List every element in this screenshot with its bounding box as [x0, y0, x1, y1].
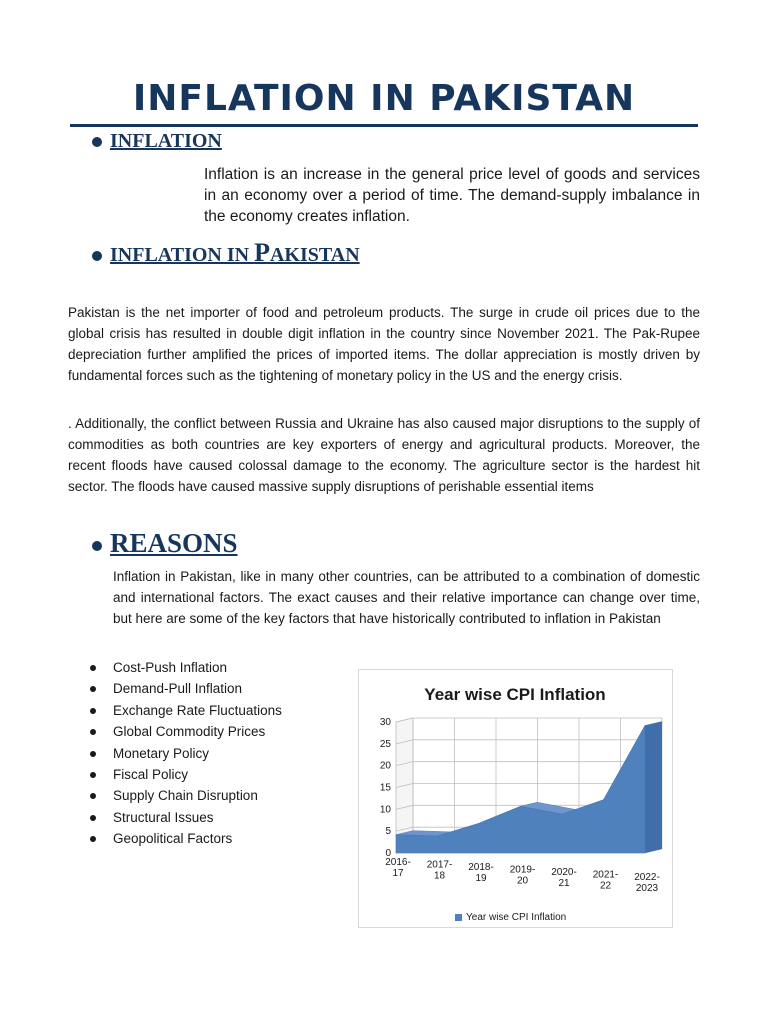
heading-prefix: INFLATION IN [110, 244, 255, 266]
heading-inflation [92, 130, 222, 153]
bullet-icon [92, 541, 102, 551]
cpi-chart-svg [359, 670, 672, 927]
bullet-icon [92, 251, 102, 261]
x-tick-label-line: 2022- [634, 872, 660, 883]
heading-initial: P [254, 238, 270, 267]
factors-list [88, 657, 282, 850]
y-tick-label: 20 [379, 760, 391, 772]
x-tick-label-line: 21 [558, 878, 570, 889]
y-tick-label: 10 [379, 804, 391, 816]
x-tick-label-line: 19 [475, 873, 487, 884]
x-tick-label-line: 17 [392, 868, 404, 879]
list-item: Geopolitical Factors [88, 828, 282, 849]
inflation-definition: Inflation is an increase in the general price level of goods and services in an economy over a period of time. The demand-supply imbalance in the economy creates inflation. [204, 166, 700, 225]
gridline [396, 740, 662, 744]
heading-rest: AKISTAN [269, 244, 360, 266]
y-tick-label: 5 [385, 826, 391, 838]
x-tick-label [510, 865, 536, 887]
x-tick-label-line: 2021- [592, 869, 619, 881]
x-tick-label-line: 2023 [635, 883, 659, 894]
y-tick-label: 30 [379, 717, 391, 728]
gridline [396, 762, 662, 766]
x-tick-label-line: 2016- [385, 857, 411, 868]
x-tick-label [385, 857, 411, 879]
x-tick-label-line: 2020- [551, 867, 577, 878]
heading-inflation-label: INFLATION [110, 130, 222, 152]
heading-inflation-in-pakistan [92, 238, 360, 268]
list-item: Structural Issues [88, 807, 282, 828]
heading-reasons [92, 528, 238, 559]
x-tick-label-line: 18 [433, 870, 446, 882]
x-tick-label-line: 2017- [426, 859, 453, 871]
page-title: INFLATION IN PAKISTAN [132, 78, 636, 119]
x-tick-label [468, 862, 494, 884]
heading-reasons-label: REASONS [110, 528, 238, 558]
list-item: Global Commodity Prices [88, 721, 282, 742]
y-tick-label: 15 [379, 782, 391, 794]
gridline [396, 718, 662, 722]
bullet-icon [92, 137, 102, 147]
pakistan-paragraph-1: Pakistan is the net importer of food and petroleum products. The surge in crude oil prices due to the global crisis has resulted in double digit inflation in the country since November 2021. The Pak-Rupee depreciation further amplified the prices of imported items. The dollar appreciation is mostly driven by fundamental forces such as the tightening of monetary policy in the US and the energy crisis. [68, 305, 700, 383]
legend-swatch [455, 914, 462, 921]
x-tick-label-line: 20 [516, 875, 529, 887]
x-tick-label-line: 22 [599, 880, 612, 892]
chart-title: Year wise CPI Inflation [424, 685, 606, 704]
list-item: Supply Chain Disruption [88, 785, 282, 806]
list-item: Exchange Rate Fluctuations [88, 700, 282, 721]
list-item: Monetary Policy [88, 743, 282, 764]
cpi-chart [358, 669, 673, 928]
x-tick-label [634, 872, 660, 894]
reasons-intro: Inflation in Pakistan, like in many other countries, can be attributed to a combination of domestic and international factors. The exact causes and their relative importance can change over time, but here are some of the key factors that have historically contributed to inflation in Pakistan [113, 569, 700, 626]
x-tick-label [551, 867, 577, 889]
y-tick-label: 0 [385, 848, 391, 859]
list-item: Cost-Push Inflation [88, 657, 282, 678]
x-tick-label-line: 2019- [509, 864, 536, 876]
y-tick-label: 25 [379, 738, 391, 750]
pakistan-paragraph-2: . Additionally, the conflict between Russia and Ukraine has also caused major disruptions to the supply of commodities as both countries are key exporters of energy and agricultural products. Moreover, the recent floods have caused colossal damage to the economy. The agriculture sector is the hardest hit sector. The floods have caused massive supply disruptions of perishable essential items [68, 416, 700, 494]
x-tick-label [427, 860, 453, 882]
list-item: Demand-Pull Inflation [88, 678, 282, 699]
title-underline [70, 124, 698, 127]
list-item: Fiscal Policy [88, 764, 282, 785]
legend-label: Year wise CPI Inflation [466, 912, 567, 923]
x-tick-label-line: 2018- [468, 862, 494, 873]
area-end-face [645, 721, 662, 853]
x-tick-label [593, 870, 619, 892]
